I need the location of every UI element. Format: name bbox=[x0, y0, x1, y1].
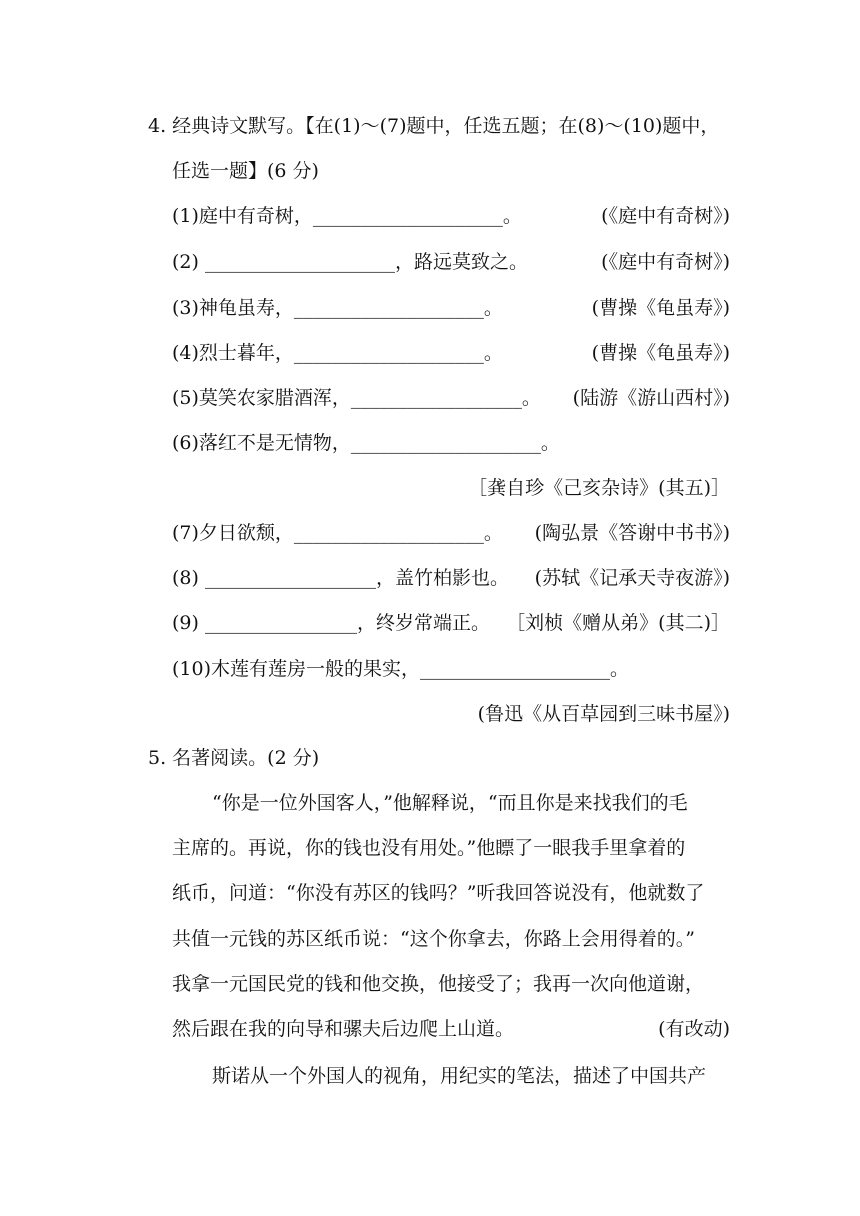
q4-item-6 bbox=[172, 430, 730, 456]
q4-item-5-text: (5)莫笑农家腊酒浑，__________________。 bbox=[172, 387, 541, 409]
passage-line-5: 我拿一元国民党的钱和他交换，他接受了；我再一次向他道谢， bbox=[172, 973, 705, 995]
passage-line-3: 纸币，问道：“你没有苏区的钱吗？”听我回答说没有，他就数了 bbox=[172, 882, 705, 904]
q4-item-3-text: (3)神龟虽寿，____________________。 bbox=[172, 297, 503, 319]
q4-item-6-text: (6)落红不是无情物，____________________。 bbox=[172, 432, 560, 454]
q4-item-1 bbox=[172, 203, 730, 229]
q4-item-8-text: (8) __________________，盖竹柏影也。 bbox=[172, 567, 509, 589]
question-4-heading-line2: 任选一题】(6 分) bbox=[172, 160, 319, 182]
q4-item-5-source: (陆游《游山西村》) bbox=[572, 387, 730, 409]
passage-line-1: “你是一位外国客人，”他解释说，“而且你是来找我们的毛 bbox=[212, 792, 688, 814]
q4-item-10-source: (鲁迅《从百草园到三味书屋》) bbox=[477, 703, 730, 725]
q4-item-10 bbox=[172, 656, 730, 682]
q4-item-4 bbox=[172, 340, 730, 366]
q4-item-1-source: (《庭中有奇树》) bbox=[601, 205, 730, 227]
q4-item-2-source: (《庭中有奇树》) bbox=[601, 251, 730, 273]
q4-item-7-source: (陶弘景《答谢中书书》) bbox=[534, 522, 730, 544]
q4-item-2 bbox=[172, 249, 730, 275]
passage-line-4: 共值一元钱的苏区纸币说：“这个你拿去，你路上会用得着的。” bbox=[172, 928, 695, 950]
followup-line: 斯诺从一个外国人的视角，用纪实的笔法，描述了中国共产 bbox=[212, 1065, 707, 1087]
q4-item-8-source: (苏轼《记承天寺夜游》) bbox=[534, 567, 730, 589]
question-4-heading-line1: 4. 经典诗文默写。【在(1)～(7)题中，任选五题；在(8)～(10)题中， bbox=[148, 115, 720, 137]
q4-item-4-source: (曹操《龟虽寿》) bbox=[591, 342, 730, 364]
passage-note: (有改动) bbox=[658, 1018, 730, 1040]
q4-item-2-text: (2) ____________________，路远莫致之。 bbox=[172, 251, 528, 273]
q4-item-9-source: ［刘桢《赠从弟》(其二)］ bbox=[506, 612, 730, 634]
q4-item-4-text: (4)烈士暮年，____________________。 bbox=[172, 342, 503, 364]
q4-item-9-text: (9) ________________，终岁常端正。 bbox=[172, 612, 490, 634]
q4-item-6-source: ［龚自珍《己亥杂诗》(其五)］ bbox=[468, 477, 730, 499]
q4-item-10-text: (10)木莲有莲房一般的果实，____________________。 bbox=[172, 658, 630, 680]
q4-item-9 bbox=[172, 610, 730, 636]
question-5-heading: 5. 名著阅读。(2 分) bbox=[148, 747, 320, 769]
q4-item-7 bbox=[172, 520, 730, 546]
q4-item-1-text: (1)庭中有奇树，____________________。 bbox=[172, 205, 522, 227]
q4-item-7-text: (7)夕日欲颓，____________________。 bbox=[172, 522, 503, 544]
q4-item-3 bbox=[172, 295, 730, 321]
passage-line-6-text: 然后跟在我的向导和骡夫后边爬上山道。 bbox=[172, 1018, 515, 1040]
q4-item-8 bbox=[172, 565, 730, 591]
q4-item-5 bbox=[172, 385, 730, 411]
q4-item-3-source: (曹操《龟虽寿》) bbox=[591, 297, 730, 319]
passage-line-6 bbox=[172, 1016, 730, 1042]
passage-line-2: 主席的。再说，你的钱也没有用处。”他瞟了一眼我手里拿着的 bbox=[172, 837, 686, 859]
